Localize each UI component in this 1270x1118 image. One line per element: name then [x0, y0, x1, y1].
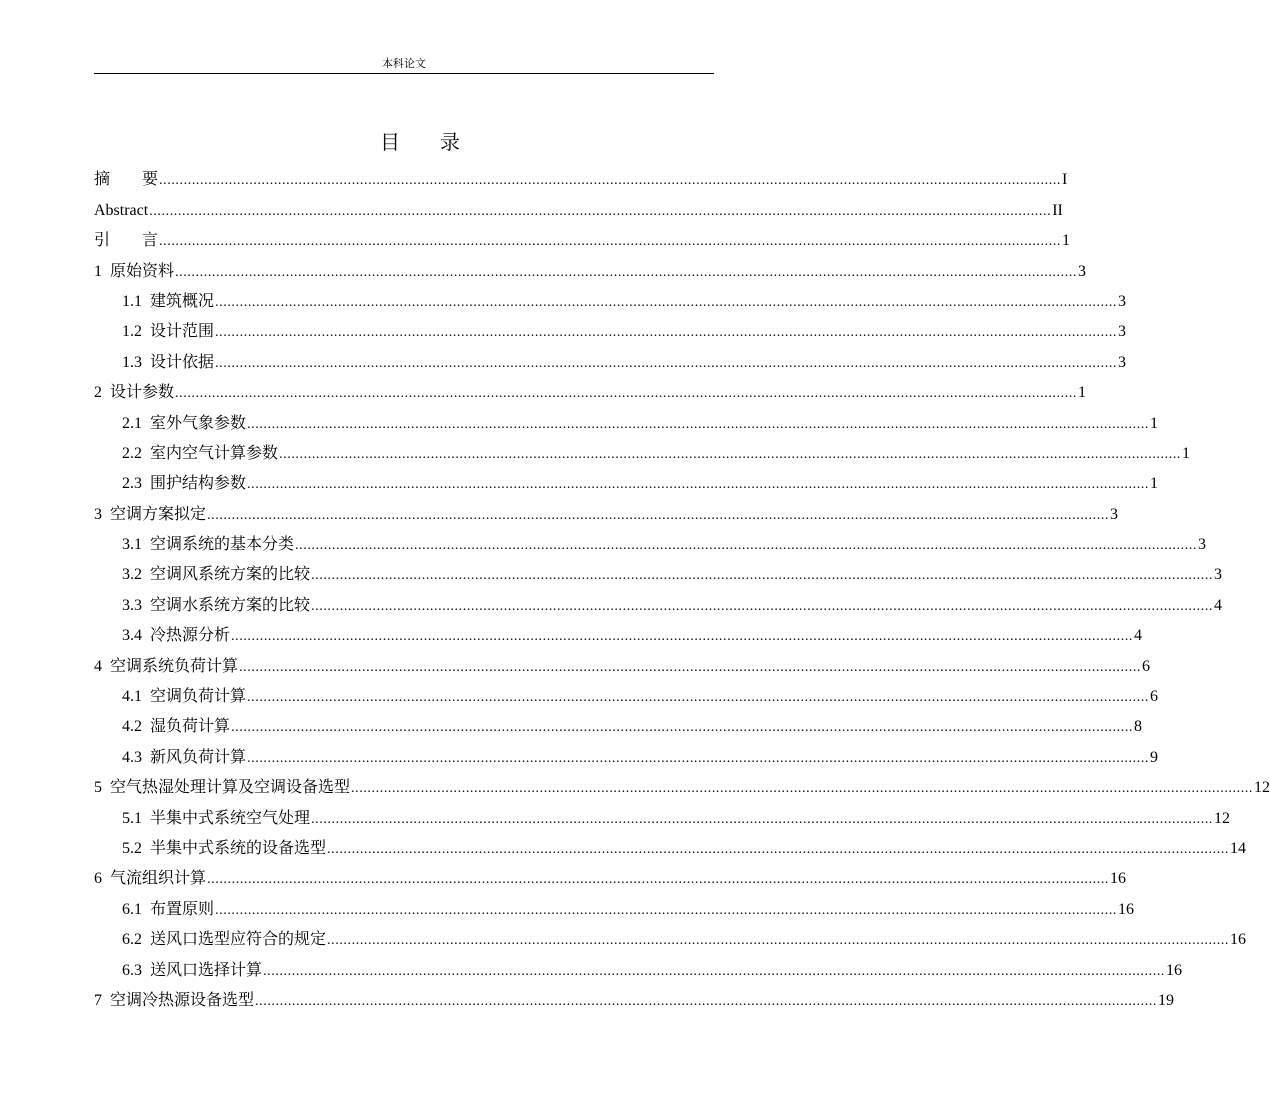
toc-entry[interactable] — [94, 527, 1207, 557]
toc-entry-number: 2.2 — [122, 444, 142, 462]
toc-entry[interactable] — [94, 192, 1063, 222]
toc-entry-number: 6.3 — [122, 961, 142, 979]
toc-entry-number: 3.4 — [122, 627, 142, 645]
toc-entry[interactable] — [94, 344, 1127, 374]
toc-entry-title: 设计依据 — [150, 353, 215, 371]
toc-entry[interactable] — [94, 253, 1087, 283]
toc-entry-page: 3 — [1118, 323, 1127, 341]
toc-leader-dots: ............................................................................................................................................................................................................................ — [175, 386, 1078, 402]
toc-leader-dots: ............................................................................................................................................................................................................................ — [231, 720, 1134, 736]
toc-entry-label — [122, 353, 214, 373]
toc-entry-title: 原始资料 — [110, 262, 175, 280]
toc-entry-title: 冷热源分析 — [150, 627, 231, 645]
toc-entry-page: 1 — [1182, 444, 1191, 462]
toc-entry-page: 14 — [1230, 839, 1247, 857]
toc-entry-number: 2.3 — [122, 475, 142, 493]
toc-entry-number: 3.2 — [122, 566, 142, 584]
toc-entry-title: 设计范围 — [150, 323, 215, 341]
toc-entry-title: 建筑概况 — [150, 292, 215, 310]
toc-title-right: 录 — [440, 132, 460, 154]
toc-entry-label — [94, 262, 174, 282]
toc-entry-label — [122, 596, 310, 616]
toc-entry-label — [122, 930, 326, 950]
toc-entry-title: 湿负荷计算 — [150, 718, 231, 736]
toc-entry-title: Abstract — [94, 201, 149, 219]
toc-title — [0, 130, 840, 156]
toc-entry-number: 4.1 — [122, 688, 142, 706]
toc-entry-page: 1 — [1062, 232, 1071, 250]
toc-entry-number: 1.1 — [122, 292, 142, 310]
toc-entry[interactable] — [94, 770, 1270, 800]
toc-entry-label — [122, 809, 310, 829]
toc-entry[interactable] — [94, 922, 1247, 952]
toc-entry-label — [94, 505, 206, 525]
toc-entry-page: 3 — [1198, 536, 1207, 554]
toc-title-left: 目 — [380, 132, 400, 154]
toc-leader-dots: ............................................................................................................................................................................................................................ — [327, 841, 1230, 857]
toc-entry-label — [122, 292, 214, 312]
toc-entry-page: 3 — [1118, 292, 1127, 310]
toc-leader-dots: ............................................................................................................................................................................................................................ — [159, 173, 1062, 189]
toc-entry[interactable] — [94, 223, 1071, 253]
toc-entry-title: 空调方案拟定 — [110, 505, 207, 523]
toc-entry-title: 设计参数 — [110, 384, 175, 402]
toc-leader-dots: ............................................................................................................................................................................................................................ — [247, 750, 1150, 766]
toc-entry-number: 5.2 — [122, 839, 142, 857]
toc-entry-number: 2 — [94, 384, 102, 402]
toc-entry[interactable] — [94, 709, 1143, 739]
toc-entry-label — [94, 170, 158, 190]
toc-entry-label — [94, 201, 148, 221]
toc-entry[interactable] — [94, 587, 1223, 617]
toc-entry[interactable] — [94, 375, 1087, 405]
toc-entry-label — [122, 839, 326, 859]
toc-leader-dots: ............................................................................................................................................................................................................................ — [295, 538, 1198, 554]
toc-entry-page: 6 — [1150, 688, 1159, 706]
table-of-contents — [94, 162, 1270, 1013]
toc-entry-title: 空调风系统方案的比较 — [150, 566, 311, 584]
toc-entry-page: 12 — [1214, 809, 1231, 827]
toc-entry-page: 4 — [1214, 596, 1223, 614]
toc-entry-label — [122, 565, 310, 585]
toc-entry-page: 1 — [1150, 414, 1159, 432]
toc-entry-page: 3 — [1078, 262, 1087, 280]
toc-leader-dots: ............................................................................................................................................................................................................................ — [279, 446, 1182, 462]
toc-leader-dots: ............................................................................................................................................................................................................................ — [247, 416, 1150, 432]
toc-entry[interactable] — [94, 284, 1127, 314]
toc-entry[interactable] — [94, 162, 1068, 192]
toc-entry-title: 新风负荷计算 — [150, 748, 247, 766]
toc-entry-title: 空调水系统方案的比较 — [150, 596, 311, 614]
toc-entry-label — [122, 474, 246, 494]
toc-entry-title: 摘 要 — [94, 171, 159, 189]
toc-entry-number: 4 — [94, 657, 102, 675]
toc-entry-label — [94, 657, 238, 677]
toc-entry-number: 5 — [94, 779, 102, 797]
toc-leader-dots: ............................................................................................................................................................................................................................ — [263, 963, 1166, 979]
toc-entry-number: 5.1 — [122, 809, 142, 827]
toc-entry-title: 围护结构参数 — [150, 475, 247, 493]
toc-leader-dots: ............................................................................................................................................................................................................................ — [311, 811, 1214, 827]
toc-entry-page: 3 — [1110, 505, 1119, 523]
toc-entry[interactable] — [94, 952, 1183, 982]
toc-entry[interactable] — [94, 436, 1191, 466]
toc-entry[interactable] — [94, 496, 1119, 526]
toc-entry-title: 室内空气计算参数 — [150, 444, 279, 462]
toc-entry-page: 9 — [1150, 748, 1159, 766]
toc-entry-page: 3 — [1214, 566, 1223, 584]
toc-entry-label — [122, 535, 294, 555]
toc-entry-label — [122, 748, 246, 768]
toc-entry[interactable] — [94, 679, 1159, 709]
toc-leader-dots: ............................................................................................................................................................................................................................ — [311, 568, 1214, 584]
toc-entry-title: 半集中式系统空气处理 — [150, 809, 311, 827]
toc-leader-dots: ............................................................................................................................................................................................................................ — [327, 933, 1230, 949]
toc-entry-title: 室外气象参数 — [150, 414, 247, 432]
toc-entry-label — [94, 991, 254, 1011]
toc-leader-dots: ............................................................................................................................................................................................................................ — [215, 294, 1118, 310]
toc-entry[interactable] — [94, 831, 1247, 861]
toc-entry[interactable] — [94, 618, 1143, 648]
toc-entry-label — [94, 869, 206, 889]
toc-entry-label — [94, 383, 174, 403]
toc-entry[interactable] — [94, 861, 1127, 891]
toc-entry-page: 3 — [1118, 353, 1127, 371]
toc-entry-title: 空调系统负荷计算 — [110, 657, 239, 675]
toc-entry-page: 6 — [1142, 657, 1151, 675]
toc-entry-label — [122, 961, 262, 981]
toc-entry-number: 4.2 — [122, 718, 142, 736]
toc-entry-page: 4 — [1134, 627, 1143, 645]
toc-entry-page: 1 — [1150, 475, 1159, 493]
toc-entry[interactable] — [94, 800, 1231, 830]
toc-entry[interactable] — [94, 891, 1135, 921]
toc-entry-label — [122, 900, 214, 920]
toc-leader-dots: ............................................................................................................................................................................................................................ — [159, 234, 1062, 250]
toc-leader-dots: ............................................................................................................................................................................................................................ — [255, 993, 1158, 1009]
toc-entry-number: 6 — [94, 870, 102, 888]
toc-entry-page: 16 — [1166, 961, 1183, 979]
toc-entry[interactable] — [94, 648, 1151, 678]
toc-leader-dots: ............................................................................................................................................................................................................................ — [247, 477, 1150, 493]
toc-entry-page: 16 — [1110, 870, 1127, 888]
toc-entry-label — [122, 322, 214, 342]
toc-leader-dots: ............................................................................................................................................................................................................................ — [207, 507, 1110, 523]
toc-entry-page: 1 — [1078, 384, 1087, 402]
toc-entry[interactable] — [94, 466, 1159, 496]
header-rule — [94, 73, 714, 74]
toc-entry-label — [94, 778, 350, 798]
toc-entry-title: 送风口选型应符合的规定 — [150, 931, 327, 949]
toc-entry[interactable] — [94, 405, 1159, 435]
toc-entry-number: 7 — [94, 991, 102, 1009]
toc-entry-number: 3.1 — [122, 536, 142, 554]
toc-leader-dots: ............................................................................................................................................................................................................................ — [215, 902, 1118, 918]
toc-leader-dots: ............................................................................................................................................................................................................................ — [215, 325, 1118, 341]
toc-entry-number: 3 — [94, 505, 102, 523]
toc-entry-title: 气流组织计算 — [110, 870, 207, 888]
toc-leader-dots: ............................................................................................................................................................................................................................ — [239, 659, 1142, 675]
toc-entry-title: 半集中式系统的设备选型 — [150, 839, 327, 857]
toc-entry-title: 空调系统的基本分类 — [150, 536, 295, 554]
toc-entry-number: 1.2 — [122, 323, 142, 341]
toc-leader-dots: ............................................................................................................................................................................................................................ — [207, 872, 1110, 888]
page-header: 本科论文 — [382, 58, 426, 70]
toc-leader-dots: ............................................................................................................................................................................................................................ — [247, 690, 1150, 706]
toc-entry-page: 16 — [1230, 931, 1247, 949]
toc-entry-page: I — [1062, 171, 1068, 189]
toc-entry-number: 1.3 — [122, 353, 142, 371]
toc-entry-page: II — [1052, 201, 1063, 219]
toc-entry[interactable] — [94, 739, 1159, 769]
toc-entry-title: 引 言 — [94, 232, 159, 250]
toc-entry[interactable] — [94, 557, 1223, 587]
toc-entry-number: 6.2 — [122, 931, 142, 949]
toc-entry-number: 4.3 — [122, 748, 142, 766]
toc-entry[interactable] — [94, 314, 1127, 344]
toc-leader-dots: ............................................................................................................................................................................................................................ — [231, 629, 1134, 645]
toc-entry[interactable] — [94, 983, 1175, 1013]
toc-leader-dots: ............................................................................................................................................................................................................................ — [215, 355, 1118, 371]
toc-entry-number: 2.1 — [122, 414, 142, 432]
toc-entry-title: 空调冷热源设备选型 — [110, 991, 255, 1009]
toc-entry-page: 8 — [1134, 718, 1143, 736]
toc-entry-title: 送风口选择计算 — [150, 961, 263, 979]
toc-leader-dots: ............................................................................................................................................................................................................................ — [311, 598, 1214, 614]
toc-entry-title: 空气热湿处理计算及空调设备选型 — [110, 779, 351, 797]
toc-entry-label — [94, 231, 158, 251]
toc-leader-dots: ............................................................................................................................................................................................................................ — [351, 781, 1254, 797]
toc-entry-page: 16 — [1118, 900, 1135, 918]
toc-entry-number: 1 — [94, 262, 102, 280]
toc-entry-page: 19 — [1158, 991, 1175, 1009]
toc-entry-title: 布置原则 — [150, 900, 215, 918]
toc-entry-label — [122, 687, 246, 707]
toc-entry-label — [122, 717, 230, 737]
toc-entry-number: 3.3 — [122, 596, 142, 614]
toc-entry-number: 6.1 — [122, 900, 142, 918]
toc-leader-dots: ............................................................................................................................................................................................................................ — [149, 203, 1052, 219]
toc-entry-page: 12 — [1254, 779, 1270, 797]
toc-entry-title: 空调负荷计算 — [150, 688, 247, 706]
toc-entry-label — [122, 444, 278, 464]
toc-entry-label — [122, 414, 246, 434]
toc-leader-dots: ............................................................................................................................................................................................................................ — [175, 264, 1078, 280]
toc-entry-label — [122, 626, 230, 646]
